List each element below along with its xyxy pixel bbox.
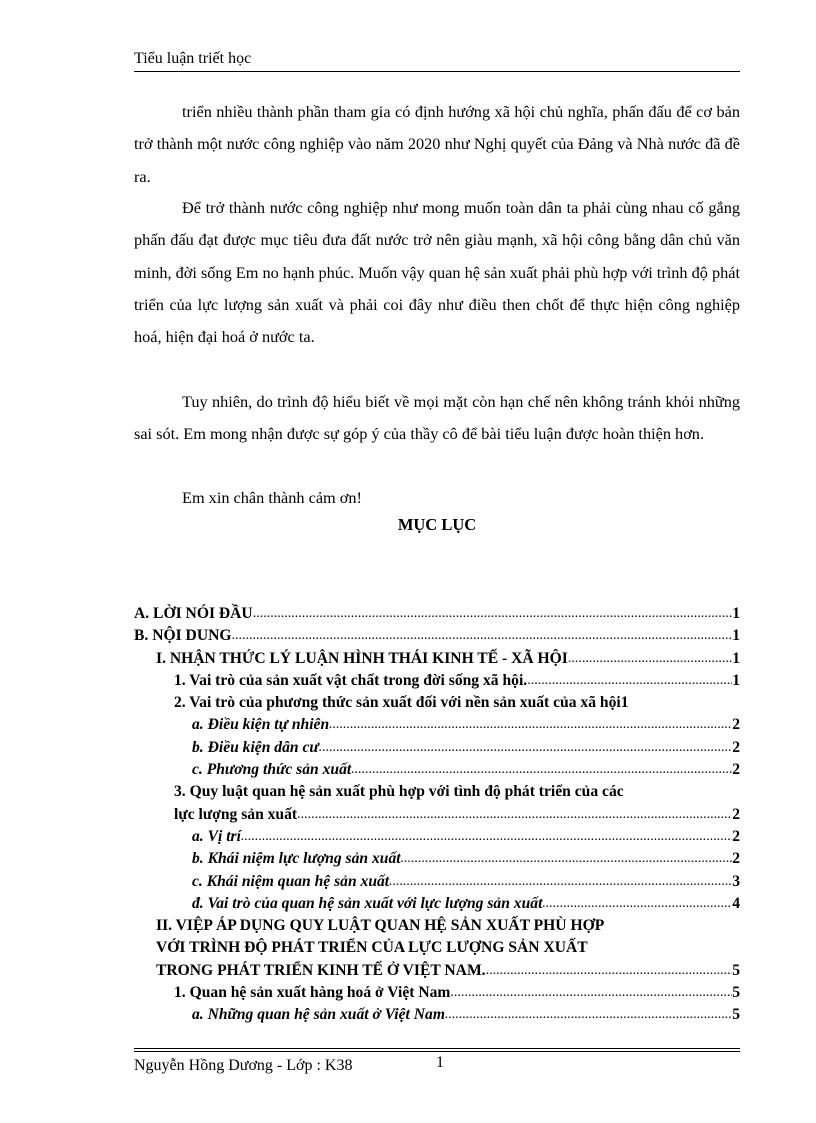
toc-entry[interactable]: a. Những quan hệ sản xuất ở Việt Nam ..... 5 bbox=[134, 1004, 740, 1026]
toc-entry[interactable]: b. Điều kiện dân cư ..... 2 bbox=[134, 737, 740, 759]
footer-author: Nguyễn Hồng Dương - Lớp : K38 bbox=[134, 1057, 353, 1074]
footer-divider bbox=[134, 1051, 740, 1052]
toc-entry[interactable]: B. NỘI DUNG ..... 1 bbox=[134, 625, 740, 647]
paragraph-2: Để trở thành nước công nghiệp như mong muốn toàn dân ta phải cùng nhau cố gắng phấn đấu đạt được mục tiêu đưa đất nước trở nên giàu mạnh, xã hội công bằng dân chủ văn minh, đời sống Em no hạnh phúc. Muốn vậy quan hệ sản xuất phải phù hợp với trình độ phát triển của lực lượng sản xuất và phải coi đây như điều then chốt để thực hiện công nghiệp hoá, hiện đại hoá ở nước ta. bbox=[134, 198, 740, 347]
paragraph-closing: Em xin chân thành cảm ơn! bbox=[182, 488, 362, 507]
toc-entry[interactable]: I. NHẬN THỨC LÝ LUẬN HÌNH THÁI KINH TẾ - XÃ HỘI ..... 1 bbox=[134, 648, 740, 670]
toc-entry[interactable]: đ. Vai trò của quan hệ sản xuất với lực lượng sản xuất ..... 4 bbox=[134, 893, 740, 915]
toc-entry[interactable]: a. Vị trí ..... 2 bbox=[134, 826, 740, 848]
paragraph-1: triển nhiều thành phần tham gia có định hướng xã hội chủ nghĩa, phấn đấu để cơ bản trở thành một nước công nghiệp vào năm 2020 như Nghị quyết của Đảng và Nhà nước đã đề ra. bbox=[134, 102, 740, 186]
page-number: 1 bbox=[436, 1054, 444, 1071]
header-divider bbox=[134, 71, 740, 72]
toc-entry[interactable]: 2. Vai trò của phương thức sản xuất đối với nền sản xuất của xã hội 1 bbox=[174, 694, 629, 712]
footer-divider bbox=[134, 1048, 740, 1049]
toc-entry[interactable]: A. LỜI NÓI ĐẦU ..... 1 bbox=[134, 603, 740, 625]
toc-entry[interactable]: 1. Quan hệ sản xuất hàng hoá ở Việt Nam ..... 5 bbox=[134, 982, 740, 1004]
paragraph-3: Tuy nhiên, do trình độ hiểu biết về mọi mặt còn hạn chế nên không tránh khỏi những sai sót. Em mong nhận được sự góp ý của thầy cô để bài tiểu luận được hoàn thiện hơn. bbox=[134, 392, 740, 444]
page-header: Tiểu luận triết học bbox=[134, 50, 252, 67]
table-of-contents bbox=[134, 603, 740, 1027]
toc-entry[interactable]: c. Khái niệm quan hệ sản xuất ..... 3 bbox=[134, 871, 740, 893]
toc-entry-multiline[interactable]: 3. Quy luật quan hệ sản xuất phù hợp với tình độ phát triển của các lực lượng sản xuất ..... 2 bbox=[134, 781, 740, 826]
toc-entry[interactable]: b. Khái niệm lực lượng sản xuất ..... 2 bbox=[134, 848, 740, 870]
toc-title: MỤC LỤC bbox=[397, 515, 477, 534]
toc-entry[interactable]: c. Phương thức sản xuất ..... 2 bbox=[134, 759, 740, 781]
toc-entry-multiline[interactable]: II. VIỆP ÁP DỤNG QUY LUẬT QUAN HỆ SẢN XUẤT PHÙ HỢP VỚI TRÌNH ĐỘ PHÁT TRIỂN CỦA LỰC LƯỢNG SẢN XUẤT TRONG PHÁT TRIỂN KINH TẾ Ở VIỆT NAM. ..... 5 bbox=[134, 915, 740, 982]
toc-entry[interactable]: 1. Vai trò của sản xuất vật chất trong đời sống xã hội. ..... 1 bbox=[134, 670, 740, 692]
toc-entry[interactable]: a. Điều kiện tự nhiên ..... 2 bbox=[134, 714, 740, 736]
